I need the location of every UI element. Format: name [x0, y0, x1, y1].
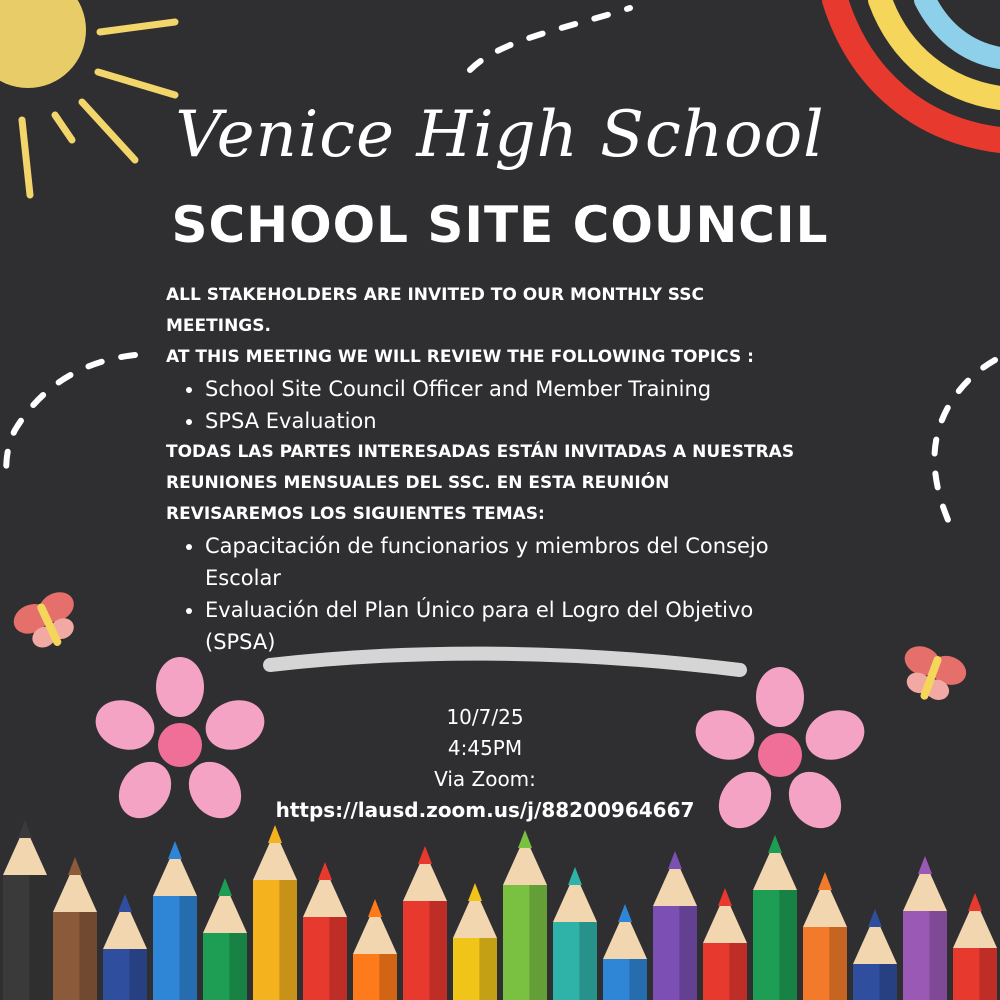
colored-pencils [3, 820, 997, 1000]
meeting-platform: Via Zoom: [434, 767, 536, 791]
meeting-description [166, 280, 796, 658]
pencil-icon [303, 862, 347, 1000]
meeting-date: 10/7/25 [446, 705, 524, 729]
pencil-icon [3, 820, 47, 1000]
butterfly-icon [893, 642, 970, 711]
school-name: Venice High School [175, 98, 825, 172]
pencil-icon [353, 899, 397, 1000]
zoom-link[interactable]: https://lausd.zoom.us/j/88200964667 [275, 798, 695, 822]
topics-list-english [166, 373, 796, 437]
pencil-icon [103, 894, 147, 1000]
pencil-icon [53, 857, 97, 1000]
meeting-details [0, 702, 970, 826]
pencil-icon [453, 883, 497, 1000]
pencil-icon [853, 909, 897, 1000]
list-item: • Evaluación del Plan Único para el Logro del Objetivo (SPSA) [205, 594, 796, 658]
pencil-icon [753, 835, 797, 1000]
list-item: • SPSA Evaluation [205, 405, 796, 437]
council-title: SCHOOL SITE COUNCIL [171, 196, 829, 254]
butterfly-icon [9, 587, 88, 659]
list-item: • Capacitación de funcionarios y miembros del Consejo Escolar [205, 530, 796, 594]
pencil-icon [703, 888, 747, 1000]
pencil-icon [503, 830, 547, 1000]
topics-list-spanish [166, 530, 796, 658]
pencil-icon [903, 856, 947, 1000]
list-item: • School Site Council Officer and Member Training [205, 373, 796, 405]
pencil-icon [953, 893, 997, 1000]
pencil-icon [153, 841, 197, 1000]
pencil-icon [603, 904, 647, 1000]
pencil-icon [203, 878, 247, 1000]
pencil-icon [253, 825, 297, 1000]
invite-english: ALL STAKEHOLDERS ARE INVITED TO OUR MONTHLY SSC MEETINGS. [166, 285, 705, 336]
pencil-icon [803, 872, 847, 1000]
invite-spanish: TODAS LAS PARTES INTERESADAS ESTÁN INVITADAS A NUESTRAS REUNIONES MENSUALES DEL SSC. EN ESTA REUNIÓN REVISAREMOS LOS SIGUIENTES TEMAS: [166, 442, 795, 524]
topics-intro-english: AT THIS MEETING WE WILL REVIEW THE FOLLOWING TOPICS : [166, 347, 754, 367]
pencil-icon [553, 867, 597, 1000]
pencil-icon [403, 846, 447, 1000]
pencil-icon [653, 851, 697, 1000]
meeting-time: 4:45PM [447, 736, 523, 760]
